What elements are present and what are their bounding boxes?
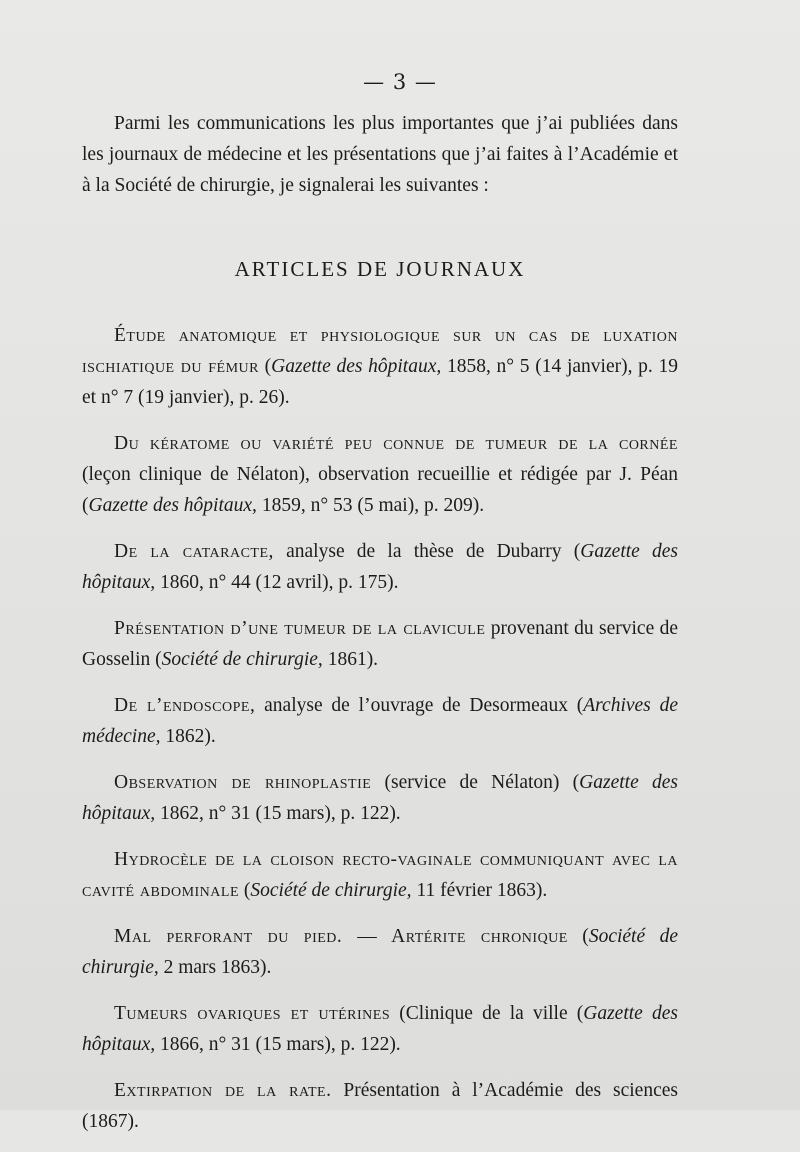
article-text: ( xyxy=(567,926,589,947)
article-details: 1860, n° 44 (12 avril), p. 175). xyxy=(155,572,399,593)
article-entry xyxy=(82,844,678,906)
article-details: 1862). xyxy=(160,726,216,747)
article-details: 2 mars 1863). xyxy=(158,957,272,978)
article-title: Mal perforant du pied. — Artérite chronique xyxy=(114,926,568,947)
article-entry xyxy=(82,921,678,983)
article-entry xyxy=(82,536,678,598)
article-details: 1859, n° 53 (5 mai), p. 209). xyxy=(256,495,485,516)
journal-name: Gazette des hôpitaux, xyxy=(271,356,442,377)
article-title: Tumeurs ovariques et utérines xyxy=(114,1003,391,1024)
journal-name: Société de chirurgie, xyxy=(161,649,323,670)
article-details: 1861). xyxy=(322,649,379,670)
journal-name: Société de chirurgie, xyxy=(250,880,412,901)
article-title: De l’endoscope, xyxy=(114,695,256,716)
article-title: Observation de rhinoplastie xyxy=(114,772,372,793)
journal-name: Société de chirurgie, xyxy=(82,926,678,978)
journal-name: Gazette des hôpitaux, xyxy=(88,495,257,516)
article-title: Hydrocèle de la cloison recto-vaginale communiquant avec la cavité abdominale xyxy=(82,849,678,901)
section-heading: ARTICLES DE JOURNAUX xyxy=(234,257,526,281)
article-details: 1858, n° 5 (14 janvier), p. 19 et n° 7 (19 janvier), p. 26). xyxy=(82,356,678,408)
article-text: Présentation à l’Académie des sciences (1867). xyxy=(82,1080,678,1132)
article-title: Du kératome ou variété peu connue de tumeur de la cornée xyxy=(114,433,678,454)
article-text: (leçon clinique de Nélaton), observation recueillie et rédigée par J. Péan ( xyxy=(82,464,678,516)
article-entry xyxy=(82,998,678,1060)
article-entry xyxy=(82,690,678,752)
article-entry xyxy=(82,767,678,829)
article-text: analyse de l’ouvrage de Desormeaux ( xyxy=(255,695,584,716)
journal-name: Gazette des hôpitaux, xyxy=(82,1003,678,1055)
article-entry xyxy=(82,428,678,521)
intro-paragraph: Parmi les communications les plus importantes que j’ai publiées dans les journaux de médecine et les présentations que j’ai faites à l’Académie et à la Société de chirurgie, je signalerai les suivantes : xyxy=(82,113,678,196)
article-title: Étude anatomique et physiologique sur un cas de luxation ischiatique du fémur xyxy=(82,325,678,377)
article-text: ( xyxy=(239,880,251,901)
article-details: 1862, n° 31 (15 mars), p. 122). xyxy=(155,803,401,824)
article-text: (service de Nélaton) ( xyxy=(371,772,580,793)
article-entry xyxy=(82,320,678,413)
article-title: De la cataracte, xyxy=(114,541,274,562)
article-details: 1866, n° 31 (15 mars), p. 122). xyxy=(155,1034,401,1055)
article-details: 11 février 1863). xyxy=(411,880,548,901)
article-title: Extirpation de la rate. xyxy=(114,1080,332,1101)
article-title: Présentation d’une tumeur de la clavicule xyxy=(114,618,486,639)
journal-name: Gazette des hôpitaux, xyxy=(82,772,678,824)
article-entry xyxy=(82,613,678,675)
journal-name: Gazette des hôpitaux, xyxy=(82,541,679,593)
content xyxy=(82,108,678,1152)
article-text: analyse de la thèse de Dubarry ( xyxy=(273,541,581,562)
page-number: — 3 — xyxy=(363,70,437,94)
article-text: provenant du service de Gosselin ( xyxy=(82,618,679,670)
article-entry xyxy=(82,1075,678,1137)
journal-name: Archives de médecine, xyxy=(82,695,678,747)
article-text: (Clinique de la ville ( xyxy=(390,1003,584,1024)
article-text: ( xyxy=(258,356,272,377)
